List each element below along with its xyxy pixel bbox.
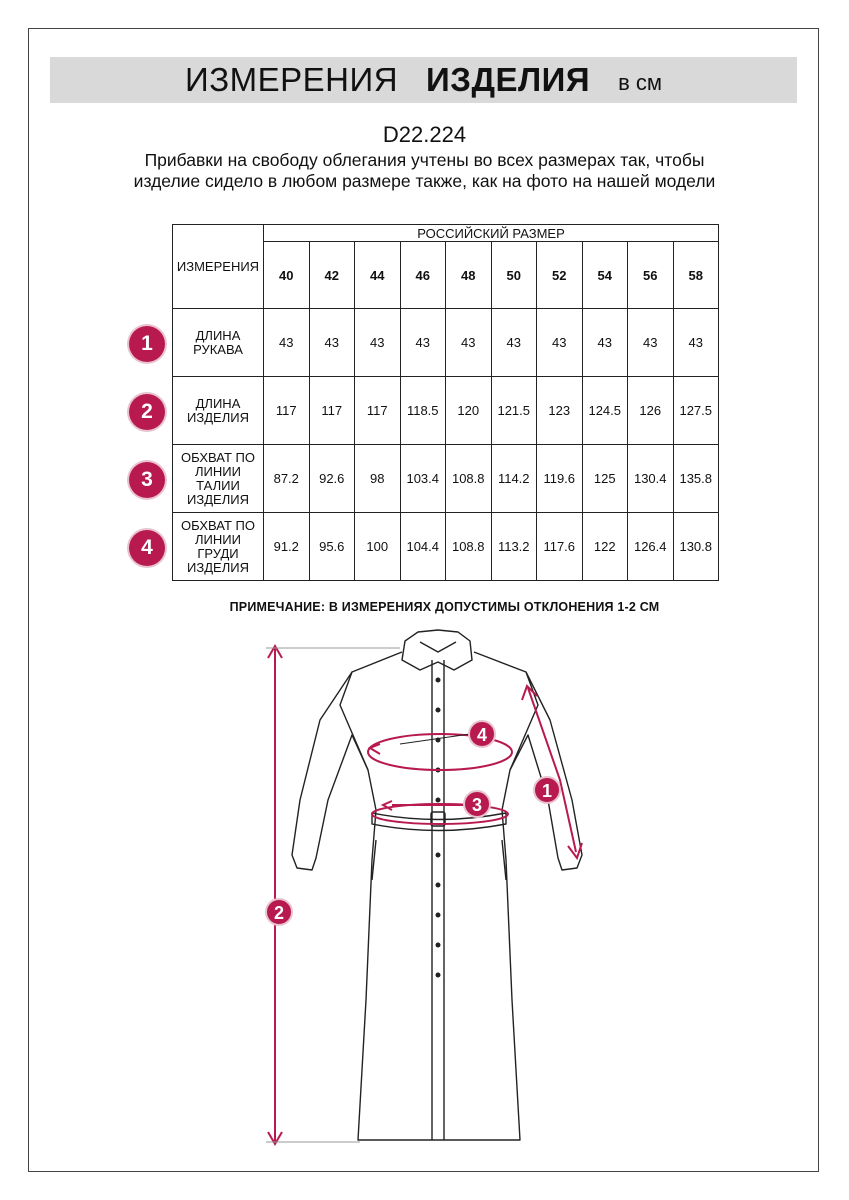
table-cell: 117.6 — [537, 513, 583, 581]
table-cell: 103.4 — [400, 445, 446, 513]
table-cell: 117 — [264, 377, 310, 445]
diagram-marker-4 — [469, 721, 495, 747]
row-label-line: ЛИНИИ — [195, 531, 241, 547]
size-header: 52 — [537, 242, 583, 309]
row-label-line: ИЗДЕЛИЯ — [187, 559, 249, 575]
table-cell: 43 — [309, 309, 355, 377]
table-cell: 127.5 — [673, 377, 719, 445]
description: Прибавки на свободу облегания учтены во всех размерах так, чтобы изделие сидело в любом размере также, как на фото на нашей модели — [133, 150, 716, 191]
row-label-line: ГРУДИ — [197, 545, 239, 561]
title-part1: ИЗМЕРЕНИЯ — [184, 61, 399, 98]
row-label — [173, 309, 264, 377]
svg-text:3: 3 — [471, 795, 483, 815]
table-cell: 108.8 — [446, 513, 492, 581]
table-cell: 98 — [355, 445, 401, 513]
table-cell: 130.8 — [673, 513, 719, 581]
table-cell: 91.2 — [264, 513, 310, 581]
table-row — [173, 445, 719, 513]
table-cell: 95.6 — [309, 513, 355, 581]
size-group-header: РОССИЙСКИЙ РАЗМЕР — [264, 225, 719, 242]
table-cell: 43 — [355, 309, 401, 377]
table-cell: 43 — [491, 309, 537, 377]
size-header: 50 — [491, 242, 537, 309]
right-sleeve-outline — [510, 672, 582, 870]
button-icon — [436, 943, 441, 948]
dress-diagram — [0, 620, 849, 1160]
table-row — [173, 309, 719, 377]
table-cell: 43 — [673, 309, 719, 377]
diagram-marker-3 — [464, 791, 490, 817]
table-cell: 43 — [582, 309, 628, 377]
size-header: 40 — [264, 242, 310, 309]
table-cell: 120 — [446, 377, 492, 445]
row-number-badge: 3 — [129, 462, 165, 498]
row-label-line: ДЛИНА — [195, 395, 241, 411]
row-label — [173, 513, 264, 581]
measurements-header: ИЗМЕРЕНИЯ — [173, 225, 264, 309]
table-cell: 121.5 — [491, 377, 537, 445]
table-cell: 122 — [582, 513, 628, 581]
table-cell: 100 — [355, 513, 401, 581]
table-cell: 130.4 — [628, 445, 674, 513]
table-cell: 135.8 — [673, 445, 719, 513]
page-title — [50, 57, 797, 103]
collar-outline — [402, 630, 472, 670]
table-cell: 113.2 — [491, 513, 537, 581]
row-label-line: ДЛИНА — [195, 327, 241, 343]
row-label-line: РУКАВА — [193, 341, 243, 357]
row-number-badge: 4 — [129, 530, 165, 566]
table-cell: 43 — [446, 309, 492, 377]
table-cell: 108.8 — [446, 445, 492, 513]
row-label-line: ИЗДЕЛИЯ — [187, 409, 249, 425]
table-cell: 92.6 — [309, 445, 355, 513]
row-label-line: ЛИНИИ — [195, 463, 241, 479]
row-label-line: ОБХВАТ ПО — [181, 449, 255, 465]
size-header: 56 — [628, 242, 674, 309]
collar-inner — [420, 642, 456, 652]
size-table — [172, 224, 719, 581]
row-label-line: ИЗДЕЛИЯ — [187, 491, 249, 507]
table-cell: 123 — [537, 377, 583, 445]
table-row — [173, 377, 719, 445]
table-cell: 117 — [355, 377, 401, 445]
row-label — [173, 377, 264, 445]
button-icon — [436, 708, 441, 713]
size-header: 46 — [400, 242, 446, 309]
svg-text:4: 4 — [476, 725, 488, 745]
row-label-line: ТАЛИИ — [196, 477, 240, 493]
title-part2: ИЗДЕЛИЯ — [426, 61, 591, 98]
table-cell: 87.2 — [264, 445, 310, 513]
note: ПРИМЕЧАНИЕ: В ИЗМЕРЕНИЯХ ДОПУСТИМЫ ОТКЛОНЕНИЯ 1-2 СМ — [229, 600, 660, 614]
row-number-badge: 2 — [129, 394, 165, 430]
table-cell: 43 — [400, 309, 446, 377]
row-label — [173, 445, 264, 513]
size-header: 42 — [309, 242, 355, 309]
diagram-marker-2 — [266, 899, 292, 925]
table-cell: 43 — [264, 309, 310, 377]
product-code: D22.224 — [382, 122, 467, 147]
size-header: 48 — [446, 242, 492, 309]
table-cell: 124.5 — [582, 377, 628, 445]
table-cell: 126.4 — [628, 513, 674, 581]
table-cell: 104.4 — [400, 513, 446, 581]
table-cell: 125 — [582, 445, 628, 513]
button-icon — [436, 798, 441, 803]
table-row — [173, 513, 719, 581]
table-cell: 118.5 — [400, 377, 446, 445]
button-icon — [436, 913, 441, 918]
table-cell: 114.2 — [491, 445, 537, 513]
svg-text:1: 1 — [541, 781, 553, 801]
size-header: 54 — [582, 242, 628, 309]
size-header: 44 — [355, 242, 401, 309]
title-unit: в см — [618, 70, 662, 95]
size-header: 58 — [673, 242, 719, 309]
row-number-badge: 1 — [129, 326, 165, 362]
button-icon — [436, 853, 441, 858]
diagram-marker-1 — [534, 777, 560, 803]
button-icon — [436, 973, 441, 978]
button-icon — [436, 883, 441, 888]
table-cell: 126 — [628, 377, 674, 445]
dress-body-outline — [340, 652, 538, 1140]
left-sleeve-outline — [292, 672, 368, 870]
table-cell: 119.6 — [537, 445, 583, 513]
table-cell: 43 — [537, 309, 583, 377]
row-label-line: ОБХВАТ ПО — [181, 517, 255, 533]
button-icon — [436, 678, 441, 683]
table-cell: 43 — [628, 309, 674, 377]
svg-text:2: 2 — [273, 903, 285, 923]
table-cell: 117 — [309, 377, 355, 445]
